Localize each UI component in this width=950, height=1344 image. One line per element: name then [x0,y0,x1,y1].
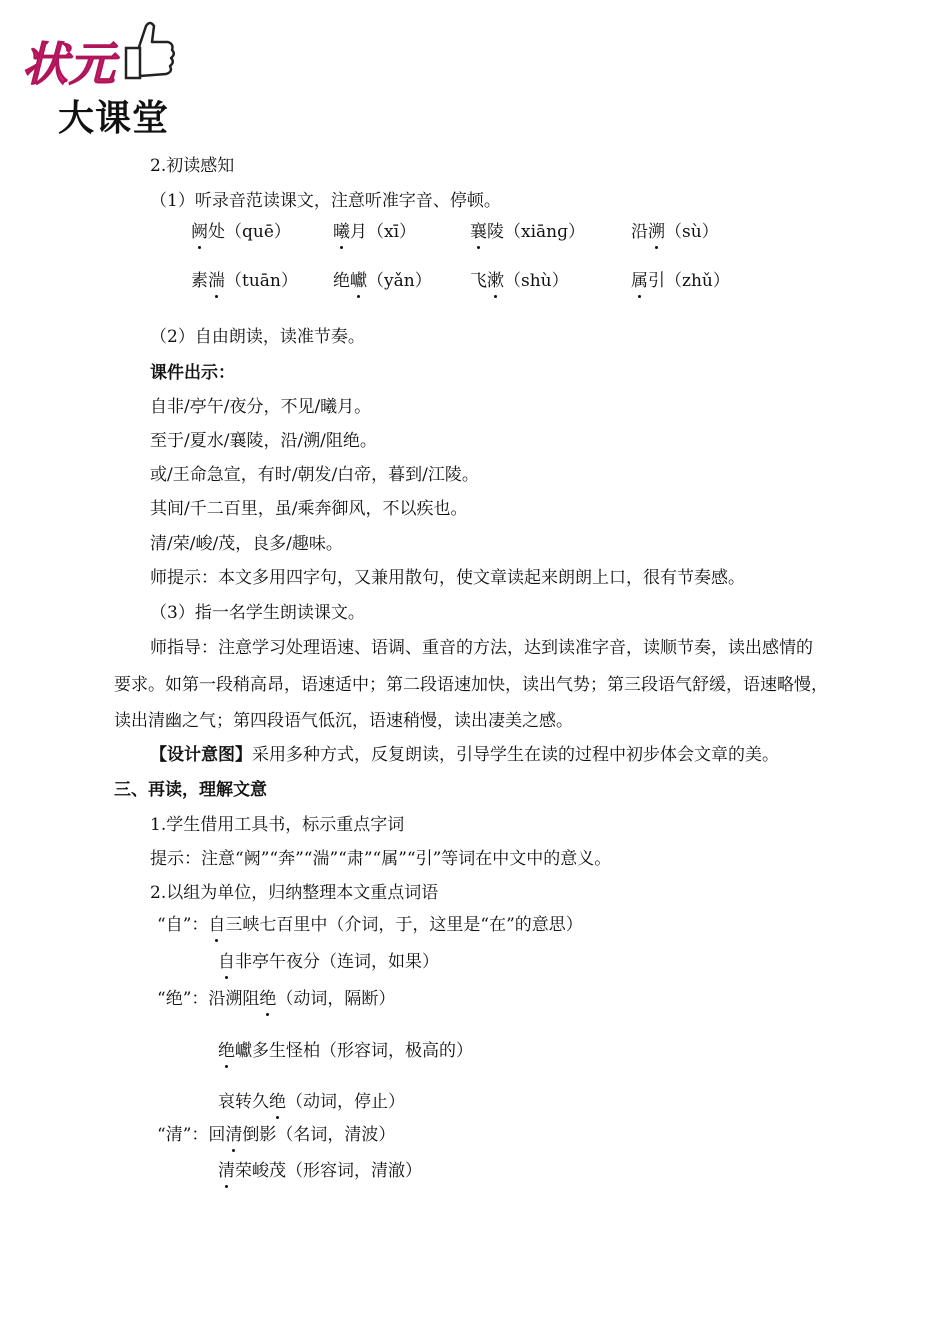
word-usage: 清荣峻茂（形容词，清澈） [218,1161,422,1181]
step-student-reading: （3）指一名学生朗读课文。 [150,603,365,623]
rhythm-line: 自非/亭午/夜分，不见/曦月。 [150,397,372,417]
pinyin-item: 绝巘（yǎn） [333,271,432,291]
rhythm-line: 清/荣/峻/茂，良多/趣味。 [150,534,343,554]
pinyin-item: 属引（zhǔ） [631,271,730,291]
step-free-reading: （2）自由朗读，读准节奏。 [150,327,365,347]
pinyin-item: 沿溯（sù） [631,222,719,242]
thumbs-up-icon [124,20,176,86]
teacher-guidance-cont: 读出清幽之气；第四段语气低沉，语速稍慢，读出凄美之感。 [114,711,573,731]
rhythm-line: 其间/千二百里，虽/乘奔御风，不以疾也。 [150,499,468,519]
word-usage: 哀转久绝（动词，停止） [218,1092,405,1112]
step-group-summary: 2.以组为单位，归纳整理本文重点词语 [150,883,439,903]
pinyin-item: 阙处（quē） [191,222,291,242]
logo-subtitle: 大课堂 [58,98,170,139]
rhythm-line: 至于/夏水/襄陵，沿/溯/阻绝。 [150,431,377,451]
teacher-hint: 师提示：本文多用四字句，又兼用散句，使文章读起来朗朗上口，很有节奏感。 [150,568,745,588]
pinyin-item: 飞漱（shù） [470,271,569,291]
step-listen-recording: （1）听录音范读课文，注意听准字音、停顿。 [150,191,501,211]
section-initial-reading: 2.初读感知 [150,156,235,176]
word-usage: “绝”：沿溯阻绝（动词，隔断） [157,989,396,1009]
teacher-guidance-cont: 要求。如第一段稍高昂，语速适中；第二段语速加快，读出气势；第三段语气舒缓，语速略慢， [114,675,828,695]
logo-title: 状元 [22,37,116,91]
teacher-guidance: 师指导：注意学习处理语速、语调、重音的方法，达到读准字音，读顺节奏，读出感情的 [150,638,813,658]
word-usage: 自非亭午夜分（连词，如果） [218,952,439,972]
rhythm-line: 或/王命急宣，有时/朝发/白帝，暮到/江陵。 [150,465,479,485]
courseware-label: 课件出示： [150,363,235,383]
word-usage: “自”：自三峡七百里中（介词，于，这里是“在”的意思） [157,915,583,935]
pinyin-item: 襄陵（xiānɡ） [470,222,585,242]
step-mark-words: 1.学生借用工具书，标示重点字词 [150,815,405,835]
logo [18,14,193,139]
design-intent: 【设计意图】采用多种方式，反复朗读，引导学生在读的过程中初步体会文章的美。 [150,745,779,765]
hint-words: 提示：注意“阙”“奔”“湍”“肃”“属”“引”等词在中文中的意义。 [150,849,612,869]
pinyin-item: 素湍（tuān） [191,271,298,291]
word-usage: “清”：回清倒影（名词，清波） [157,1125,396,1145]
section-heading: 三、再读，理解文意 [114,780,267,800]
word-usage: 绝巘多生怪柏（形容词，极高的） [218,1041,473,1061]
pinyin-item: 曦月（xī） [333,222,417,242]
